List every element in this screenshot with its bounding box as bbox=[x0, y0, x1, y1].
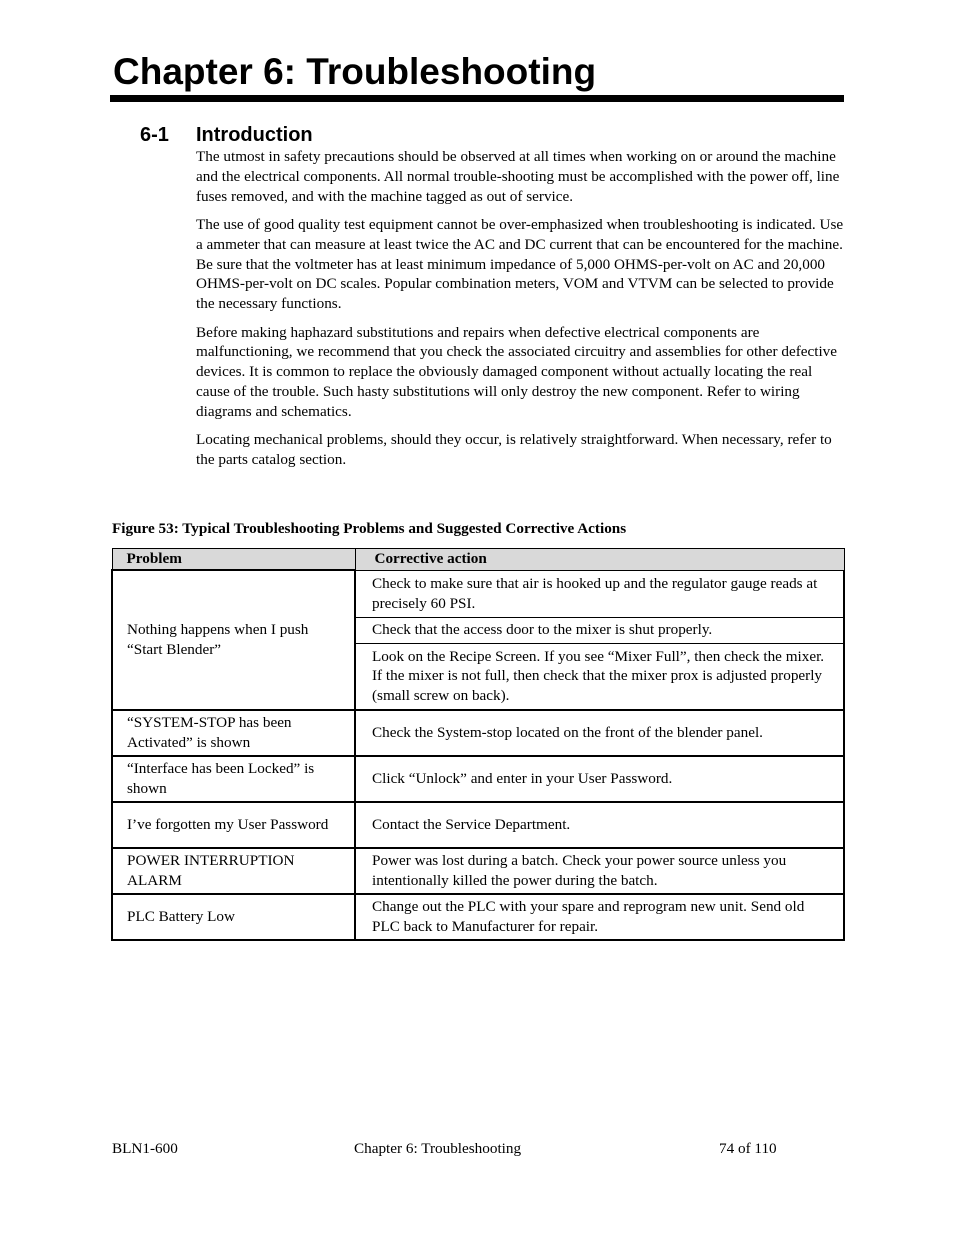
problem-cell: “Interface has been Locked” is shown bbox=[112, 756, 355, 802]
section-number: 6-1 bbox=[140, 124, 169, 146]
action-cell: Power was lost during a batch. Check your power source unless you intentionally killed the power during the batch. bbox=[355, 848, 844, 894]
table-row bbox=[112, 894, 844, 940]
chapter-title: Chapter 6: Troubleshooting bbox=[113, 51, 597, 92]
action-cell: Look on the Recipe Screen. If you see “Mixer Full”, then check the mixer. If the mixer is not full, then check that the mixer prox is adjusted properly (small screw on back). bbox=[355, 643, 844, 710]
table-row bbox=[112, 710, 844, 756]
title-rule bbox=[110, 95, 844, 102]
section-title: Introduction bbox=[196, 124, 313, 146]
footer-page-number: 74 of 110 bbox=[719, 1140, 777, 1157]
action-cell: Click “Unlock” and enter in your User Password. bbox=[355, 756, 844, 802]
intro-paragraph: Before making haphazard substitutions and repairs when defective electrical components are malfunctioning, we recommend that you check the associated circuitry and assemblies for other defective devices. It is common to replace the obviously damaged component without actually locating the real cause of the trouble. Such hasty substitutions will only destroy the new component. Refer to wiring diagrams and schematics. bbox=[196, 323, 838, 420]
action-cell: Contact the Service Department. bbox=[355, 802, 844, 848]
action-cell: Check the System-stop located on the front of the blender panel. bbox=[355, 710, 844, 756]
table-row bbox=[112, 570, 844, 617]
figure-caption: Figure 53: Typical Troubleshooting Problems and Suggested Corrective Actions bbox=[112, 520, 627, 537]
page-footer bbox=[0, 1139, 954, 1159]
table-row bbox=[112, 756, 844, 802]
header-corrective-action: Corrective action bbox=[355, 549, 844, 571]
action-cell: Change out the PLC with your spare and reprogram new unit. Send old PLC back to Manufacturer for repair. bbox=[355, 894, 844, 940]
troubleshooting-table bbox=[111, 548, 845, 941]
header-problem: Problem bbox=[112, 549, 355, 571]
footer-chapter: Chapter 6: Troubleshooting bbox=[354, 1140, 522, 1157]
problem-cell: PLC Battery Low bbox=[112, 894, 355, 940]
footer-doc-id: BLN1-600 bbox=[112, 1140, 178, 1157]
table-row bbox=[112, 848, 844, 894]
table-header-row bbox=[112, 549, 844, 571]
action-cell: Check to make sure that air is hooked up and the regulator gauge reads at precisely 60 PSI. bbox=[355, 570, 844, 617]
intro-paragraph: Locating mechanical problems, should they occur, is relatively straightforward. When necessary, refer to the parts catalog section. bbox=[196, 431, 832, 468]
problem-cell: Nothing happens when I push “Start Blender” bbox=[112, 570, 355, 710]
problem-cell: “SYSTEM-STOP has been Activated” is shown bbox=[112, 710, 355, 756]
intro-body bbox=[196, 147, 844, 478]
table-row bbox=[112, 802, 844, 848]
intro-paragraph: The utmost in safety precautions should be observed at all times when working on or around the machine and the electrical components. All normal trouble-shooting must be accomplished with the power off, line fuses removed, and with the machine tagged as out of service. bbox=[196, 148, 840, 205]
section-heading bbox=[140, 123, 313, 147]
action-cell: Check that the access door to the mixer is shut properly. bbox=[355, 617, 844, 643]
problem-cell: I’ve forgotten my User Password bbox=[112, 802, 355, 848]
intro-paragraph: The use of good quality test equipment cannot be over-emphasized when troubleshooting is indicated. Use a ammeter that can measure at least twice the AC and DC current that can be encountered for the machine. Be sure that the voltmeter has at least minimum impedance of 5,000 OHMS-per-volt on AC and 20,000 OHMS-per-volt on DC scales. Popular combination meters, VOM and VTVM can be selected to provide the necessary functions. bbox=[196, 215, 844, 313]
problem-cell: POWER INTERRUPTION ALARM bbox=[112, 848, 355, 894]
